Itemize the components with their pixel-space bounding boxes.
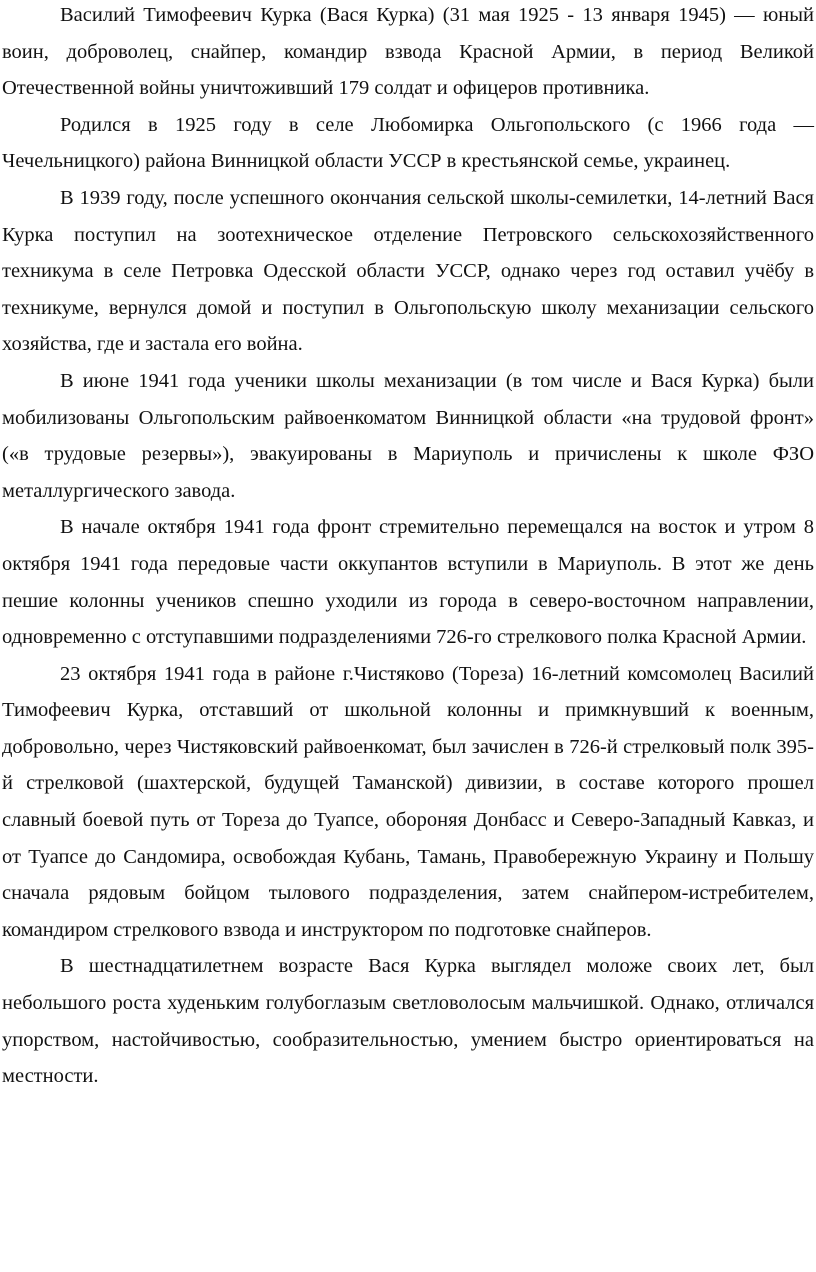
paragraph-mariupol: В начале октября 1941 года фронт стремительно перемещался на восток и утром 8 октября 1941 года передовые части оккупантов вступили в Мариуполь. В этот же день пешие колонны учеников спешно уходили из города в северо-восточном направлении, одновременно с отступавшими подразделениями 726-го стрелкового полка Красной Армии. [2,516,814,649]
paragraph-intro: Василий Тимофеевич Курка (Вася Курка) (31 мая 1925 - 13 января 1945) — юный воин, доброволец, снайпер, командир взвода Красной Армии, в период Великой Отечественной войны уничтоживший 179 солдат и офицеров противника. [2,4,814,100]
paragraph-mobilization: В июне 1941 года ученики школы механизации (в том числе и Вася Курка) были мобилизованы Ольгопольским райвоенкоматом Винницкой области «на трудовой фронт» («в трудовые резервы»), эвакуированы в Мариуполь и причислены к школе ФЗО металлургического завода. [2,369,814,502]
paragraph-enlistment: 23 октября 1941 года в районе г.Чистяково (Тореза) 16-летний комсомолец Василий Тимофеевич Курка, отставший от школьной колонны и примкнувший к военным, добровольно, через Чистяковский райвоенкомат, был зачислен в 726-й стрелковый полк 395-й стрелковой (шахтерской, будущей Таманской) дивизии, в составе которого прошел славный боевой путь от Тореза до Туапсе, обороняя Донбасс и Северо-Западный Кавказ, и от Туапсе до Сандомира, освобождая Кубань, Тамань, Правобережную Украину и Польшу сначала рядовым бойцом тылового подразделения, затем снайпером-истребителем, командиром стрелкового взвода и инструктором по подготовке снайперов. [2,662,814,941]
document-body [2,0,814,1095]
paragraph-education: В 1939 году, после успешного окончания сельской школы-семилетки, 14-летний Вася Курка поступил на зоотехническое отделение Петровского сельскохозяйственного техникума в селе Петровка Одесской области УССР, однако через год оставил учёбу в техникуме, вернулся домой и поступил в Ольгопольскую школу механизации сельского хозяйства, где и застала его война. [2,186,814,356]
paragraph-birth: Родился в 1925 году в селе Любомирка Ольгопольского (с 1966 года — Чечельницкого) района Винницкой области УССР в крестьянской семье, украинец. [2,113,814,173]
paragraph-character: В шестнадцатилетнем возрасте Вася Курка выглядел моложе своих лет, был небольшого роста худеньким голубоглазым светловолосым мальчишкой. Однако, отличался упорством, настойчивостью, сообразительностью, умением быстро ориентироваться на местности. [2,955,814,1088]
